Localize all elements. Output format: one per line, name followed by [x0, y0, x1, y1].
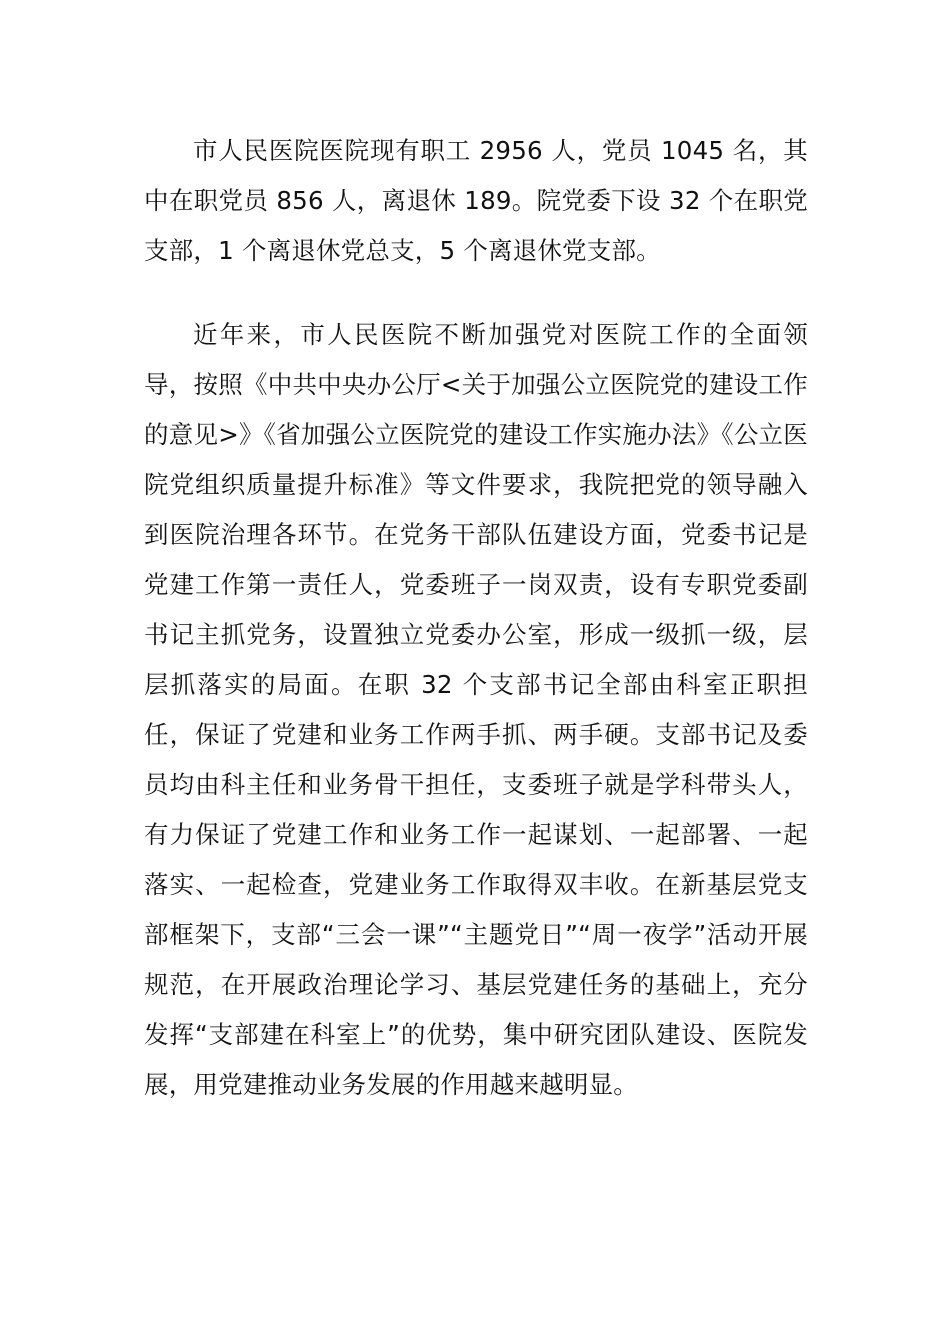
paragraph-party-building: 近年来，市人民医院不断加强党对医院工作的全面领导，按照《中共中央办公厅<关于加强公立医院党的建设工作的意见>》《省加强公立医院党的建设工作实施办法》《公立医院党组织质量提升标准》等文件要求，我院把党的领导融入到医院治理各环节。在党务干部队伍建设方面，党委书记是党建工作第一责任人，党委班子一岗双责，设有专职党委副书记主抓党务，设置独立党委办公室，形成一级抓一级，层层抓落实的局面。在职 32 个支部书记全部由科室正职担任，保证了党建和业务工作两手抓、两手硬。支部书记及委员均由科主任和业务骨干担任，支委班子就是学科带头人，有力保证了党建工作和业务工作一起谋划、一起部署、一起落实、一起检查，党建业务工作取得双丰收。在新基层党支部框架下，支部“三会一课”“主题党日”“周一夜学”活动开展规范，在开展政治理论学习、基层党建任务的基础上，充分发挥“支部建在科室上”的优势，集中研究团队建设、医院发展，用党建推动业务发展的作用越来越明显。	[144, 320, 808, 1099]
paragraph-staff-overview: 市人民医院医院现有职工 2956 人，党员 1045 名，其中在职党员 856 人，离退休 189。院党委下设 32 个在职党支部，1 个离退休党总支，5 个离退休党支部。	[144, 136, 808, 265]
document-body	[144, 126, 808, 1110]
